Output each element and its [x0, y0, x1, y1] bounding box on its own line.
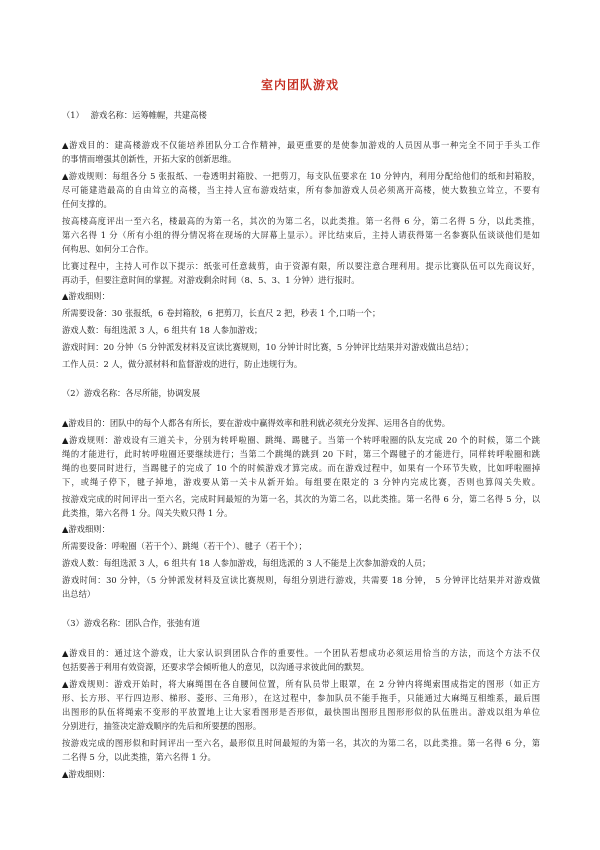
text-line: ▲游戏目的：建高楼游戏不仅能培养团队分工合作精神，最更重要的是使参加游戏的人员因从事一种完全不同于手头工作	[62, 140, 540, 150]
text-line: ▲游戏规则：游戏设有三道关卡，分别为转呼啦圈、跳绳、踢毽子。当第一个转呼啦圈的队友完成 20 个的时候，第二个跳	[62, 435, 540, 445]
text-line: 按游戏完成的图形似和时间评出一至六名，最形似且时间最短的为第一名，其次的为第二名，以此类推。第一名得 6 分，第	[62, 738, 540, 748]
text-line: 任何支撑的。	[62, 199, 112, 209]
text-line: 游戏时间：30 分钟，（5 分钟派发材料及宣读比赛规则，每组分别进行游戏，共需要 18 分钟， 5 分钟评比结果并对游戏做	[62, 575, 540, 585]
text-line: 按游戏完成的时间评出一至六名，完成时间最短的为第一名，其次的为第二名，以此类推。第一名得 6 分，第二名得 5 分，以	[62, 494, 540, 504]
text-line: 下，或绳子停下，毽子掉地，游戏要从第一关卡从新开始。每组要在限定的 3 分钟内完成比赛，否则也算闯关失败。	[62, 477, 540, 487]
text-line: 第六名得 1 分（所有小组的得分情况将在现场的大屏幕上显示）。评比结束后，主持人请获得第一名参赛队伍谈谈他们是如	[62, 230, 540, 240]
text-line: 二名得 5 分，以此类推，第六名得 1 分。	[62, 752, 216, 762]
text-line: 形、长方形、平行四边形、梯形、菱形、三角形），在这过程中，参加队员不能手拖手，只能通过大麻绳互相维系，最后围	[62, 693, 540, 703]
text-line: 的事情而增强其创新性，开拓大家的创新思维。	[62, 154, 237, 164]
text-line: 出总结）	[62, 589, 96, 599]
text-line: ▲游戏目的：通过这个游戏，让大家认识到团队合作的重要性。一个团队若想成功必须运用恰当的方法，而这个方法不仅	[62, 648, 540, 658]
text-line: 出图形的队伍将绳索不变形的平放置地上让大家看图形是否形似，最快围出图形且图形形似的队伍胜出。游戏以组为单位	[62, 707, 540, 717]
text-line: 所需要设备：呼啦圈（若干个）、跳绳（若干个）、毽子（若干个）；	[62, 541, 307, 551]
text-line: ▲游戏规则：游戏开始时，将大麻绳围在各自腰间位置，所有队员带上眼罩，在 2 分钟内将绳索围成指定的图形（如正方	[62, 679, 540, 689]
text-line: 比赛过程中，主持人可作以下提示：纸张可任意裁剪，由于资源有限，所以要注意合理利用。提示比赛队伍可以先商议好，	[62, 261, 540, 271]
text-line: 尽可能建造最高的自由耸立的高楼，当主持人宣布游戏结束，所有参加游戏人员必须离开高楼，使大数独立耸立，不要有	[62, 185, 540, 195]
text-line: 游戏人数：每组选派 3 人，6 组共有 18 人参加游戏；	[62, 325, 263, 335]
text-line: 按高楼高度评出一至六名，楼最高的为第一名，其次的为第二名，以此类推。第一名得 6 分，第二名得 5 分，以此类推，	[62, 216, 540, 226]
text-line: 分别进行，抽签决定游戏顺序的先后和所要摆的图形。	[62, 721, 262, 731]
text-line: 再动手，但要注意时间的掌握。对游戏剩余时间（8、5、3、1 分钟）进行报时。	[62, 275, 360, 285]
text-line: 所需要设备：30 张报纸，6 卷封箱胶，6 把剪刀，长直尺 2 把，秒表 1 个,口哨一个；	[62, 308, 381, 318]
text-line: 绳的才能进行，此时转呼啦圈还要继续进行；当第二个跳绳的跳到 20 下时，第三个踢毽子的才能进行，同样转呼啦圈和跳	[62, 449, 540, 459]
text-line: ▲游戏目的：团队中的每个人都各有所长，要在游戏中赢得效率和胜利就必须充分发挥、运用各自的优势。	[62, 418, 451, 428]
text-line: 包括要善于利用有效资源，还要求学会倾听他人的意见，以沟通寻求彼此间的默契。	[62, 662, 369, 672]
text-line: 工作人员：2 人，做分派材料和监督游戏的进行，防止违规行为。	[62, 359, 303, 369]
text-line: （3）游戏名称：团队合作，张弛有道	[62, 618, 201, 628]
text-line: ▲游戏规则：每组各分 5 张报纸、一卷透明封箱胶、一把剪刀，每支队伍要求在 10 分钟内，利用分配给他们的纸和封箱胶，	[62, 171, 540, 181]
text-line: 游戏时间：20 分钟（5 分钟派发材料及宣读比赛规则，10 分钟计时比赛，5 分钟评比结果并对游戏做出总结）；	[62, 342, 474, 352]
text-line: （1） 游戏名称：运筹帷幄，共建高楼	[62, 110, 207, 120]
document-title: 室内团队游戏	[260, 78, 339, 92]
text-line: ▲游戏细则：	[62, 291, 110, 301]
text-line: ▲游戏细则：	[62, 769, 110, 779]
text-line: 何构思、如何分工合作。	[62, 244, 154, 254]
text-line: ▲游戏细则：	[62, 524, 110, 534]
text-line: （2）游戏名称：各尽所能，协调发展	[62, 388, 201, 398]
text-line: 游戏人数：每组选派 3 人，6 组共有 18 人参加游戏，每组选派的 3 人不能是上次参加游戏的人员；	[62, 558, 431, 568]
text-line: 绳的也要同时进行，当踢毽子的完成了 10 个的时候游戏才算完成。而在游戏过程中，如果有一个环节失败，比如呼啦圈掉	[62, 463, 540, 473]
text-line: 此类推，第六名得 1 分。闯关失败只得 1 分。	[62, 508, 233, 518]
